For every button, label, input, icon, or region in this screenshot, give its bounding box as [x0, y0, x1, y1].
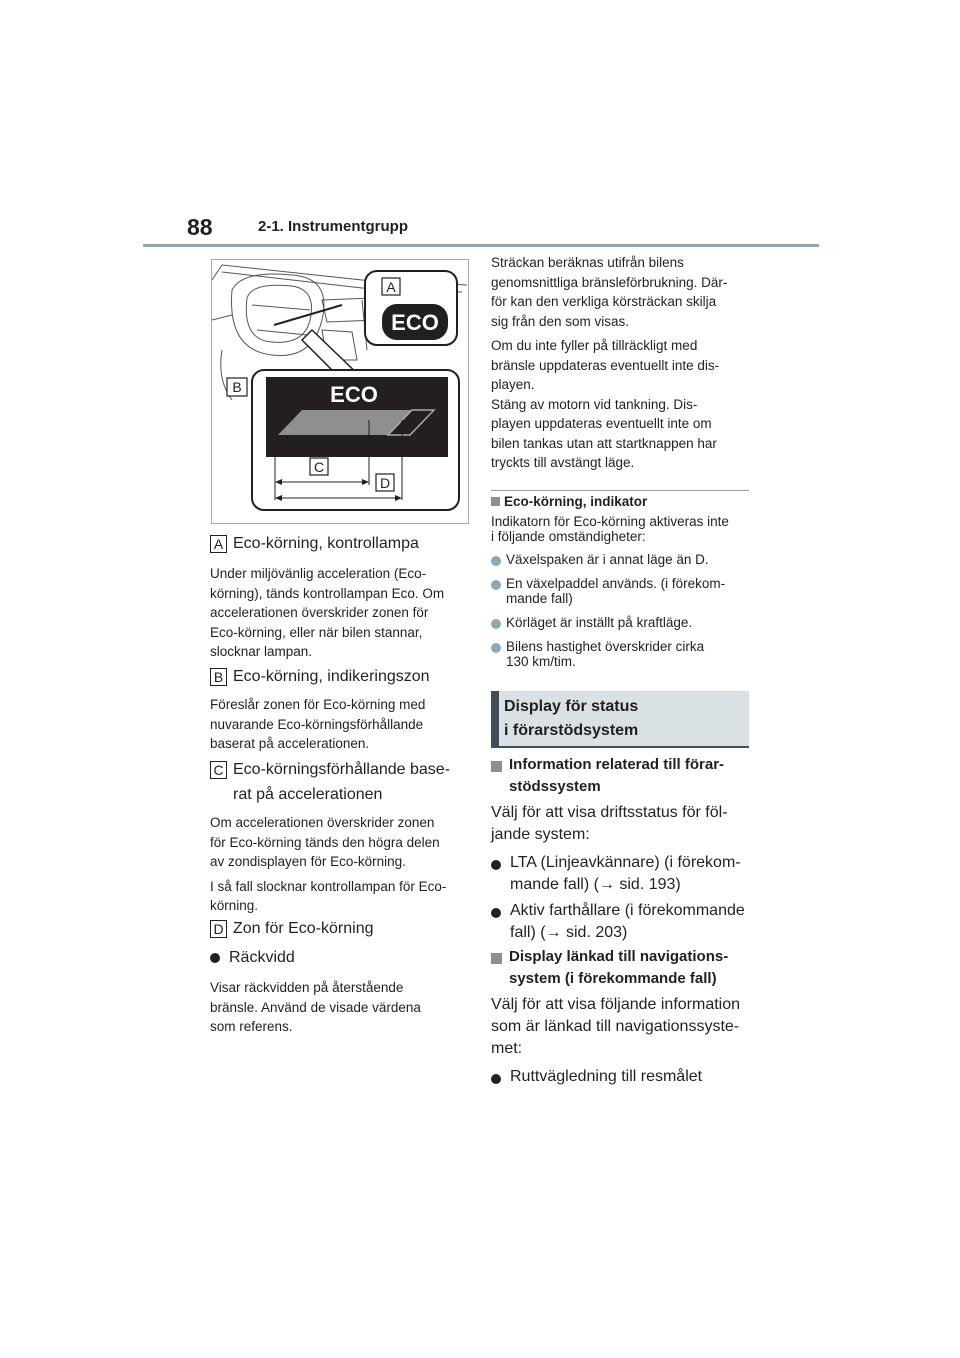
item-b	[210, 664, 468, 754]
eco-indicator-list	[491, 552, 749, 669]
eco-lamp-label: ECO	[391, 310, 439, 335]
square-bullet-icon	[491, 497, 500, 506]
item-b-line: Föreslår zonen för Eco-körning med	[210, 697, 426, 712]
item-c-body	[210, 813, 468, 872]
item-b-body	[210, 695, 468, 754]
nav-title	[509, 946, 728, 990]
note-line: genomsnittliga bränsleförbrukning. Där-	[491, 274, 728, 290]
nav-list	[491, 1066, 749, 1088]
item-a-line: Eco-körning, eller när bilen stannar,	[210, 624, 423, 640]
intro-line: Indikatorn för Eco-körning aktiveras inte	[491, 514, 729, 529]
item-b-title: Eco-körning, indikeringszon	[233, 668, 430, 685]
item-a-line: Under miljövänlig acceleration (Eco-	[210, 566, 427, 581]
page-number: 88	[187, 214, 213, 240]
item-c-line: Om accelerationen överskrider zonen	[210, 815, 435, 830]
list-item-line: Ruttvägledning till resmålet	[510, 1068, 703, 1085]
bullet-icon	[210, 953, 220, 963]
info-title-line: Information relaterad till förar-	[509, 756, 725, 773]
list-item-line: Bilens hastighet överskrider cirka	[506, 639, 705, 654]
square-bullet-icon	[491, 761, 502, 772]
intro-line: i följande omständigheter:	[491, 529, 646, 544]
item-b-line: nuvarande Eco-körningsförhållande	[210, 716, 424, 732]
item-a-line: körning), tänds kontrollampan Eco. Om	[210, 585, 445, 601]
list-item-line: mande fall)	[506, 591, 573, 606]
nav-body	[491, 994, 749, 1060]
letter-c: C	[210, 761, 227, 779]
item-c-title	[233, 757, 450, 782]
bullet-icon	[491, 619, 501, 629]
item-c-line: för Eco-körning tänds den högra delen	[210, 834, 440, 850]
nav-title-line: Display länkad till navigations-	[509, 948, 729, 965]
note-line: för kan den verkliga körsträckan skilja	[491, 294, 717, 309]
figure-label-c: C	[313, 459, 325, 475]
note-line: playen uppdateras eventuellt inte om	[491, 416, 712, 431]
list-item-line: Körläget är inställt på kraftläge.	[506, 615, 693, 630]
section-divider	[491, 490, 749, 491]
item-d	[210, 916, 468, 941]
item-a-line: slocknar lampan.	[210, 644, 313, 659]
letter-b: B	[210, 668, 227, 686]
bullet-icon	[491, 556, 501, 566]
bullet-icon	[491, 908, 501, 918]
section-heading-accent	[491, 691, 499, 747]
list-item-line[interactable]: fall) (→ sid. 203)	[510, 924, 628, 941]
bullet-icon	[491, 860, 501, 870]
info-list	[491, 852, 749, 944]
header-divider	[143, 244, 819, 247]
bullet-icon	[491, 580, 501, 590]
list-item-line: En växelpaddel används. (i förekom-	[506, 576, 726, 591]
nav-line: met:	[491, 1040, 523, 1057]
eco-figure	[211, 259, 469, 524]
info-title-line: stödssystem	[509, 778, 601, 795]
letter-d: D	[210, 920, 227, 938]
figure-label-b: B	[232, 379, 242, 395]
eco-zone-label: ECO	[330, 382, 378, 407]
note-line: Om du inte fyller på tillräckligt med	[491, 338, 698, 353]
range-title: Räckvidd	[229, 949, 295, 966]
dashboard-illustration	[212, 260, 468, 523]
eco-indicator-title: Eco-körning, indikator	[504, 494, 648, 509]
list-item-line: Växelspaken är i annat läge än D.	[506, 552, 709, 567]
list-item-line: 130 km/tim.	[506, 654, 576, 669]
list-item	[491, 1066, 749, 1088]
figure-label-a: A	[386, 279, 396, 295]
section-title: 2-1. Instrumentgrupp	[258, 218, 409, 235]
letter-a: A	[210, 535, 227, 553]
eco-indicator-intro	[491, 514, 749, 544]
info-line: jande system:	[491, 826, 590, 843]
square-bullet-icon	[491, 953, 502, 964]
bullet-icon	[491, 1074, 501, 1084]
info-title	[509, 754, 724, 798]
item-a-body	[210, 564, 468, 662]
nav-section	[491, 946, 749, 1088]
range-line: Visar räckvidden på återstående	[210, 980, 404, 995]
list-item	[491, 639, 749, 669]
range-line: bränsle. Använd de visade värdena	[210, 999, 421, 1015]
range-section	[210, 945, 468, 1037]
list-item	[491, 576, 749, 606]
item-c-title-line: rat på accelerationen	[233, 786, 383, 803]
item-b-line: baserat på accelerationen.	[210, 736, 370, 751]
section-heading-title	[504, 695, 638, 743]
item-c-line: I så fall slocknar kontrollampan för Eco-	[210, 878, 447, 894]
note-line: Sträckan beräknas utifrån bilens	[491, 255, 684, 270]
note-line: bränsle uppdateras eventuellt inte dis-	[491, 357, 720, 373]
info-section	[491, 754, 749, 944]
list-item	[491, 615, 749, 630]
nav-line: Välj för att visa följande information	[491, 996, 741, 1013]
nav-title-line: system (i förekommande fall)	[509, 970, 717, 987]
nav-line: som är länkad till navigationssyste-	[491, 1018, 740, 1035]
item-a-title: Eco-körning, kontrollampa	[233, 535, 419, 552]
range-line: som referens.	[210, 1019, 293, 1034]
list-item	[491, 552, 749, 567]
item-c	[210, 757, 468, 916]
heading-line: i förarstödsystem	[504, 722, 639, 739]
note-line: sig från den som visas.	[491, 313, 630, 329]
list-item	[491, 900, 749, 944]
list-item	[491, 852, 749, 896]
figure-label-d: D	[379, 475, 391, 491]
item-c-title-line: Eco-körningsförhållande base-	[233, 761, 451, 778]
eco-indicator-section	[491, 494, 749, 669]
bullet-icon	[491, 643, 501, 653]
note-line: playen.	[491, 377, 535, 392]
range-body	[210, 978, 468, 1037]
list-item-line[interactable]: mande fall) (→ sid. 193)	[510, 876, 681, 893]
item-c-line: av zondisplayen för Eco-körning.	[210, 854, 406, 869]
list-item-line: Aktiv farthållare (i förekommande	[510, 902, 745, 919]
item-d-title: Zon för Eco-körning	[233, 920, 374, 937]
item-a	[210, 531, 468, 662]
range-note-p1	[491, 253, 749, 331]
range-note-p2	[491, 336, 749, 473]
item-c-line: körning.	[210, 898, 259, 913]
note-line: Stäng av motorn vid tankning. Dis-	[491, 396, 698, 412]
item-c-body2	[210, 877, 468, 916]
heading-line: Display för status	[504, 698, 639, 715]
note-line: bilen tankas utan att startknappen har	[491, 435, 717, 451]
list-item-line: LTA (Linjeavkännare) (i förekom-	[510, 854, 741, 871]
info-body	[491, 802, 749, 846]
info-line: Välj för att visa driftsstatus för föl-	[491, 804, 728, 821]
section-heading-underline	[491, 746, 749, 748]
note-line: tryckts till avstängt läge.	[491, 455, 635, 470]
item-a-line: accelerationen överskrider zonen för	[210, 605, 429, 620]
